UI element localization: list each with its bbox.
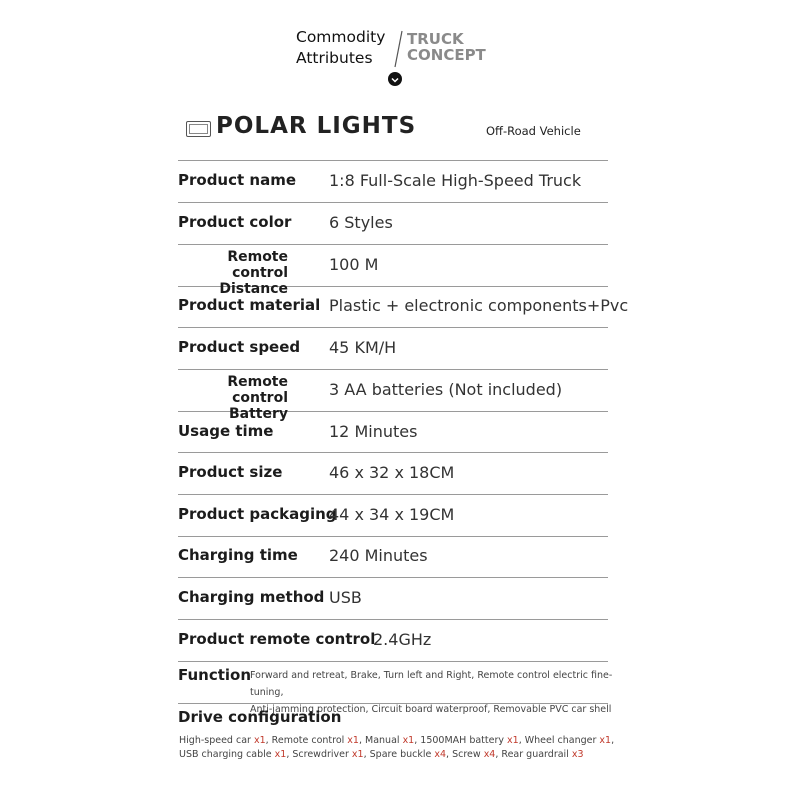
- label-line: Remote control: [227, 249, 288, 281]
- brand-frame-icon: [186, 121, 211, 137]
- row-label-charging-method: Charging method: [178, 588, 325, 606]
- drive-item-name: Screw: [452, 749, 484, 760]
- drive-item-sep: ,: [414, 735, 421, 746]
- table-divider: [178, 661, 608, 662]
- drive-item-qty: x1: [599, 735, 612, 746]
- row-value-product-color: 6 Styles: [329, 213, 393, 232]
- drive-item-sep: ,: [358, 735, 366, 746]
- drive-item-qty: x1: [347, 735, 359, 746]
- label-line: Distance: [219, 281, 288, 297]
- row-label-remote-distance: [178, 249, 288, 297]
- row-label-remote-battery: [178, 374, 288, 422]
- row-label-remote-control: Product remote control: [178, 630, 376, 648]
- table-divider: [178, 452, 608, 453]
- table-divider: [178, 619, 608, 620]
- drive-item-name: Spare buckle: [369, 749, 435, 760]
- row-label-product-material: Product material: [178, 296, 321, 314]
- row-value-product-name: 1:8 Full-Scale High-Speed Truck: [329, 171, 582, 190]
- drive-item-name: Wheel changer: [524, 735, 600, 746]
- table-divider: [178, 494, 608, 495]
- drive-item-name: Rear guardrail: [501, 749, 572, 760]
- drive-item-sep: ,: [518, 735, 525, 746]
- drive-item-qty: x4: [483, 749, 496, 760]
- row-label-product-packaging: Product packaging: [178, 505, 337, 523]
- function-line: Forward and retreat, Brake, Turn left and Right, Remote control electric fine-tuning,: [250, 670, 613, 698]
- drive-item-name: Manual: [365, 735, 403, 746]
- drive-item-sep: ,: [265, 735, 272, 746]
- row-value-charging-method: USB: [329, 588, 362, 607]
- table-divider: [178, 160, 608, 161]
- drive-item-name: USB charging cable: [179, 749, 275, 760]
- drive-item-qty: x1: [253, 735, 266, 746]
- drive-item-qty: x1: [507, 735, 519, 746]
- row-value-product-size: 46 x 32 x 18CM: [329, 463, 455, 482]
- drive-item-name: Screwdriver: [292, 749, 352, 760]
- drive-item-sep: ,: [446, 749, 453, 760]
- header-concept: CONCEPT: [407, 46, 486, 64]
- drive-item-qty: x3: [571, 749, 584, 760]
- drive-item-sep: ,: [363, 749, 370, 760]
- header-attributes: Attributes: [296, 49, 373, 67]
- row-label-product-name: Product name: [178, 171, 297, 189]
- header-truck: TRUCK: [407, 30, 464, 48]
- drive-item-sep: ,: [495, 749, 502, 760]
- drive-item-name: Remote control: [271, 735, 348, 746]
- drive-item-sep: ,: [286, 749, 293, 760]
- drive-item-qty: x1: [274, 749, 287, 760]
- brand-subtitle: Off-Road Vehicle: [486, 124, 581, 138]
- table-divider: [178, 327, 608, 328]
- row-label-product-color: Product color: [178, 213, 292, 231]
- row-value-remote-battery: 3 AA batteries (Not included): [329, 380, 563, 399]
- row-label-usage-time: Usage time: [178, 422, 274, 440]
- drive-config-line: [179, 748, 639, 762]
- function-label: Function: [178, 666, 252, 684]
- row-value-product-material: Plastic + electronic components+Pvc: [329, 296, 629, 315]
- label-line: Remote control: [227, 374, 288, 406]
- row-value-charging-time: 240 Minutes: [329, 546, 428, 565]
- header-commodity: Commodity: [296, 28, 386, 46]
- table-divider: [178, 536, 608, 537]
- drive-item-qty: x4: [434, 749, 447, 760]
- row-value-remote-control: 2.4GHz: [373, 630, 432, 649]
- drive-config-label: Drive configuration: [178, 708, 342, 726]
- row-value-remote-distance: 100 M: [329, 255, 379, 274]
- chevron-down-icon: [388, 72, 402, 86]
- table-divider: [178, 577, 608, 578]
- row-label-charging-time: Charging time: [178, 546, 298, 564]
- header-right-text: [407, 31, 486, 63]
- drive-item-qty: x1: [402, 735, 415, 746]
- row-label-product-size: Product size: [178, 463, 283, 481]
- brand-title: POLAR LIGHTS: [216, 113, 417, 139]
- row-value-product-packaging: 44 x 34 x 19CM: [329, 505, 455, 524]
- row-value-product-speed: 45 KM/H: [329, 338, 397, 357]
- drive-item-qty: x1: [351, 749, 364, 760]
- function-line: Anti-jamming protection, Circuit board waterproof, Removable PVC car shell: [250, 704, 612, 715]
- drive-item-sep: ,: [611, 735, 615, 746]
- header-logo: [296, 27, 526, 89]
- drive-config-list: [179, 734, 639, 762]
- label-line: Battery: [228, 406, 288, 422]
- row-value-usage-time: 12 Minutes: [329, 422, 418, 441]
- drive-item-name: High-speed car: [179, 735, 254, 746]
- table-divider: [178, 369, 608, 370]
- table-divider: [178, 244, 608, 245]
- drive-item-name: 1500MAH battery: [420, 735, 508, 746]
- table-divider: [178, 202, 608, 203]
- row-label-product-speed: Product speed: [178, 338, 301, 356]
- drive-config-line: [179, 734, 639, 748]
